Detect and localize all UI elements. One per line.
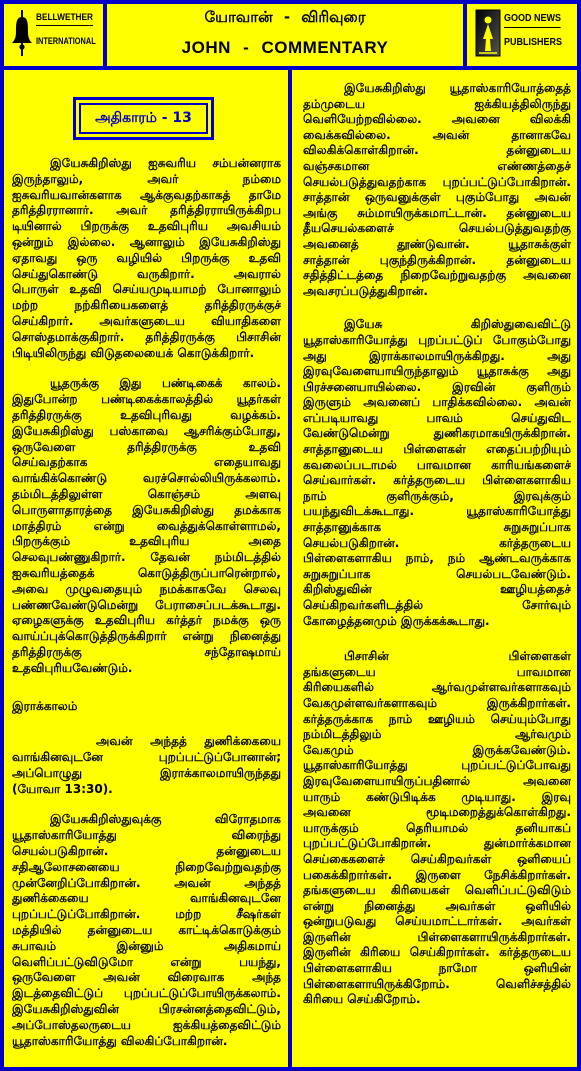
text-line: தங்களுடைய கிரியைகள் வெளிப்பட்டுவிடும் xyxy=(303,883,571,898)
text-line: ஐசுவரியத்தைக் கொடுத்திருப்பாரென்றால், xyxy=(12,565,281,580)
text-line: அவன் அந்தத் துணிக்கையை xyxy=(96,734,281,749)
text-line: வாய்ப்புக்கொடுத்திருக்கிறார் என்று நினைத்து xyxy=(12,629,281,644)
text-line: செயல்படுகிறான். தன்னுடைய xyxy=(12,844,281,859)
paragraph xyxy=(12,376,281,676)
text-line: செயல்படுத்துவதற்காக புறப்பட்டுப்போகிறான். xyxy=(303,174,571,189)
text-line: செய்வதற்காக எதையாவது xyxy=(12,455,281,470)
text-line: பிறருக்கும் உதவிபுரிய அதை xyxy=(12,534,281,549)
text-line: இயேசுகிறிஸ்து யூதாஸ்காரியோத்தைத் xyxy=(344,81,571,95)
paragraph xyxy=(12,812,281,1049)
text-line: தம்முடைய ஐக்கியத்திலிருந்து xyxy=(303,96,571,111)
logo-good-news-text: GOOD NEWS xyxy=(504,13,561,28)
left-column xyxy=(12,70,281,1049)
text-line: யூதருக்கு இது பண்டிகைக் காலம். xyxy=(50,376,281,391)
text-line: செய்கிறார். அவர்களுடைய வியாதிகளை xyxy=(12,313,281,328)
text-line: வேண்டுமென்று துணிகரமாகயிருக்கிறான். xyxy=(303,426,571,441)
text-line: பிள்ளைகளாகிய நாம், நம் ஆண்டவருக்காக xyxy=(303,551,571,566)
text-line: அங்கு சும்மாயிருக்கமாட்டான். தன்னுடைய xyxy=(303,205,571,220)
text-line: இடத்தைவிட்டுப் புறப்பட்டுப்போயிருக்கலாம். xyxy=(12,986,281,1001)
text-line: நாம் குளிருக்கும், இரவுக்கும் xyxy=(303,488,571,503)
text-line: துணிக்கையை வாங்கினவுடனே xyxy=(12,891,281,906)
text-line: கிரியை செய்கிறோம். xyxy=(303,992,421,1007)
text-line: நம்மிடத்திலும் ஆர்வமும் xyxy=(303,727,571,742)
text-line: வெளிப்பட்டுவிடுமோ என்று பயந்து, xyxy=(12,954,281,969)
text-line: இரவுவேளையாயிருப்பதினால் அவனை xyxy=(303,773,571,788)
text-line: மத்தியில் தன்னுடைய காட்டிக்கொடுக்கும் xyxy=(12,923,281,938)
text-line: ஐசுவரியவான்களாக ஆக்குவதற்காகத் தாமே xyxy=(12,187,281,202)
paragraph xyxy=(303,81,571,299)
text-line: சாத்தான் புகுந்திருக்கிறான். தன்னுடைய xyxy=(303,252,571,267)
text-line: டியினால் பிறருக்கு உதவிபுரிய அவசியம் xyxy=(12,219,281,234)
text-line: பகைக்கிறார்கள். இருளை நேசிக்கிறார்கள். xyxy=(303,867,571,882)
text-line: தரித்திரரானார். அவர் தரித்திரராயிருக்கிறப xyxy=(12,203,281,218)
text-line: பிசாசின் பிள்ளைகள் xyxy=(344,649,571,664)
text-line: அப்பொழுது இராக்காலமாயிருந்தது xyxy=(12,765,281,780)
text-line: சாத்தானுடைய பிள்ளைகள் எதைப்பற்றியும் xyxy=(303,442,571,457)
text-line: வாங்கினவுடனே புறப்பட்டுப்போனான்; xyxy=(12,750,281,765)
text-line: கிரியைகளில் ஆர்வமுள்ளவர்களாகவும் xyxy=(303,680,571,695)
header-divider-right xyxy=(463,0,467,70)
text-line: அது இராக்காலமாயிருக்கிறது. அது xyxy=(303,348,571,363)
paragraph xyxy=(303,649,571,1008)
logo-publishers-text: PUBLISHERS xyxy=(504,37,563,48)
text-line: என்று நினைத்து அவர்கள் ஒளியில் xyxy=(303,898,571,913)
text-line: ஏழைகளுக்கு உதவிபுரிய கர்த்தர் நமக்கு ஒரு xyxy=(12,613,281,628)
text-line: இயேசுகிறிஸ்து ஐசுவரிய சம்பன்னராக xyxy=(50,156,281,170)
text-line: யாருக்கும் தெரியாமல் தனியாகப் xyxy=(303,820,571,835)
text-line: இயேசுகிறிஸ்துவுக்கு விரோதமாக xyxy=(50,812,281,827)
text-line: மற்ற நற்கிரியைகளைத் தரித்திரருக்குச் xyxy=(12,298,281,313)
column-divider xyxy=(288,66,292,1071)
text-line: இரவுவேளையாயிருந்தாலும் யூதாசுக்கு அது xyxy=(303,364,571,379)
text-line: பிள்ளைகளாகிய நாமோ ஒளியின் xyxy=(303,961,571,976)
text-line: இருளின் பிள்ளைகளாயிருக்கிறார்கள். xyxy=(303,929,571,944)
text-line: இயேசுகிறிஸ்துவின் பிரசன்னத்தைவிட்டும், xyxy=(12,1002,281,1017)
text-line: செய்வார்கள். கர்த்தருடைய பிள்ளைகளாகிய xyxy=(303,473,571,488)
text-line: அவை முழுவதையும் நமக்காகவே செலவு xyxy=(12,581,281,596)
text-line: பிடியிலிருந்து விடுதலையைக் கொடுக்கிறார். xyxy=(12,345,255,360)
text-line: இயேசுகிறிஸ்து பஸ்காவை ஆசரிக்கும்போது, xyxy=(12,423,281,438)
text-line: ஒன்றும் இல்லை. ஆனாலும் இயேசுகிறிஸ்து xyxy=(12,234,281,249)
bell-icon xyxy=(11,10,33,56)
text-line: தங்களுடைய பாவமான xyxy=(303,664,571,679)
paragraph xyxy=(303,317,571,629)
text-line: யூதாஸ்காரியோத்து புறப்பட்டுப்போவது xyxy=(303,758,571,773)
text-line: சுபாவம் இன்னும் அதிகமாய் xyxy=(12,938,281,953)
text-line: பொருள் உதவி செய்யமுடியாமற் போனாலும் xyxy=(12,282,281,297)
text-line: செயல்படுகிறான். கர்த்தருடைய xyxy=(303,535,571,550)
logo-bellwether-text: BELLWETHER xyxy=(36,12,93,26)
text-line: கோழைத்தனமும் இருக்கக்கூடாது. xyxy=(303,613,490,628)
text-line: முன்னேறிப்போகிறான். அவன் அந்தத் xyxy=(12,875,281,890)
text-line: அவனைத் தூண்டுவான். யூதாசுக்குள் xyxy=(303,236,571,251)
text-line: இதுபோன்ற பண்டிகைக்காலத்தில் யூதர்கள் xyxy=(12,392,281,407)
text-line: இயேசு கிறிஸ்துவைவிட்டு xyxy=(344,317,571,332)
text-line: தரித்திரருக்கு உதவிபுரிவது வழக்கம். xyxy=(12,407,281,422)
text-line: இருளும் அவனைப் பாதிக்கவில்லை. அவன் xyxy=(303,395,571,410)
text-line: தம்மிடத்திலுள்ள கொஞ்சம் அளவு xyxy=(12,486,281,501)
text-line: மாத்திரம் என்று வைத்துக்கொள்ளாமல், xyxy=(12,518,281,533)
text-line: சுறுசுறுப்பாக செயல்படவேண்டும். xyxy=(303,566,571,581)
text-line: அவனை மூடிமறைத்துக்கொள்கிறது. xyxy=(303,805,571,820)
text-line: அப்போஸ்தலருடைய ஐக்கியத்தைவிட்டும் xyxy=(12,1017,281,1032)
text-line: சதிஆலோசனையை நிறைவேற்றுவதற்கு xyxy=(12,859,281,874)
page-title-english: JOHN - COMMENTARY xyxy=(181,38,389,57)
right-column xyxy=(303,70,571,1008)
text-line: சாத்தான் ஒருவனுக்குள் புகும்போது அவன் xyxy=(303,190,571,205)
text-line: பிரச்சனையாயில்லை. இரவின் குளிரும் xyxy=(303,379,571,394)
text-line: யூதாஸ்காரியோத்து விலகிப்போகிறான். xyxy=(12,1033,228,1048)
text-line: விலகிக்கொள்கிறான். தன்னுடைய xyxy=(303,143,571,158)
text-line: வேகமுள்ளவர்களாகவும் இருக்கிறார்கள். xyxy=(303,695,571,710)
text-line: புறப்பட்டுப்போகிறான். துன்மார்க்கமான xyxy=(303,836,571,851)
text-line: யாரும் கண்டுபிடிக்க முடியாது. இரவு xyxy=(303,789,571,804)
text-line: செய்கிறவர்களிடத்தில் சோர்வும் xyxy=(303,598,571,612)
chapter-label: அதிகாரம் - 13 xyxy=(79,103,208,134)
text-line: கவலைப்படாமல் பாவமான காரியங்களைச் xyxy=(303,457,571,472)
section-heading: இராக்காலம் xyxy=(12,698,78,713)
text-line: (யோவா 13:30). xyxy=(12,781,113,796)
text-line: வேகமும் இருக்கவேண்டும். xyxy=(303,742,571,757)
text-line: அவசரப்படுத்துகிறான். xyxy=(303,283,428,298)
page-title-tamil: யோவான் - விரிவுரை xyxy=(204,8,366,26)
text-line: செய்துகொண்டு வருகிறார். அவரால் xyxy=(12,266,281,281)
text-line: உதவிபுரியவேண்டும். xyxy=(12,660,133,675)
text-line: ஒன்றுபடுவது செய்யமாட்டார்கள். அவர்கள் xyxy=(303,914,571,929)
text-line: யூதாஸ்காரியோத்து புறப்பட்டுப் போகும்போது xyxy=(303,332,571,347)
text-line: வெளியேற்றவில்லை. அவனை விலக்கி xyxy=(303,112,571,127)
text-line: பண்ணவேண்டுமென்று பேராசைப்படக்கூடாது. xyxy=(12,597,281,612)
logo-international-text: INTERNATIONAL xyxy=(36,36,96,46)
text-line: சொஸ்தமாக்குகிறார். தரித்திரருக்கு பிசாசின் xyxy=(12,329,281,344)
scripture-quote xyxy=(12,734,281,797)
paragraph xyxy=(12,156,281,361)
text-line: இருந்தாலும், அவர் நம்மை xyxy=(12,171,281,186)
text-line: சதித்திட்டத்தை நிறைவேற்றுவதற்கு அவனை xyxy=(303,268,571,283)
text-line: பயந்துவிடக்கூடாது. யூதாஸ்காரியோத்து xyxy=(303,504,571,519)
text-line: பொருளாதாரத்தை இயேசுகிறிஸ்து தமக்காக xyxy=(12,502,281,517)
text-line: செய்கைகளைச் செய்கிறவர்கள் ஒளியைப் xyxy=(303,851,571,866)
text-line: யூதாஸ்காரியோத்து விரைந்து xyxy=(12,828,281,843)
text-line: கிறிஸ்துவின் ஊழியத்தைச் xyxy=(303,582,571,597)
text-line: தீயசெயல்களைச் செயல்படுத்துவதற்கு xyxy=(303,221,571,236)
text-line: செலவுபண்ணுகிறார். தேவன் நம்மிடத்தில் xyxy=(12,550,281,565)
text-line: புறப்பட்டுப்போகிறான். மற்ற சீஷர்கள் xyxy=(12,907,281,922)
text-line: பிள்ளைகளாயிருக்கிறோம். வெளிச்சத்தில் xyxy=(303,976,571,991)
text-line: வைக்கவில்லை. அவன் தானாகவே xyxy=(303,127,571,142)
text-line: வஞ்சகமான எண்ணத்தைச் xyxy=(303,158,571,173)
chapter-label-box xyxy=(73,97,214,140)
text-line: சாத்தானுக்காக சுறுசுறுப்பாக xyxy=(303,520,571,535)
text-line: ஏதாவது ஒரு வழியில் பிறருக்கு உதவி xyxy=(12,250,281,265)
text-line: இருளின் கிரியை செய்கிறார்கள். கர்த்தருடைய xyxy=(303,945,571,960)
text-line: ஒருவேளை தரித்திரருக்கு உதவி xyxy=(12,439,281,454)
text-line: ஒருவேளை அவன் விரைவாக அந்த xyxy=(12,970,281,985)
text-line: எப்படியாவது பாவம் செய்துவிட xyxy=(303,410,571,425)
publisher-logo-icon xyxy=(475,9,501,57)
text-line: கர்த்தருக்காக நாம் ஊழியம் செய்யும்போது xyxy=(303,711,571,726)
text-line: தரித்திரருக்கு சந்தோஷமாய் xyxy=(12,644,281,659)
text-line: வாங்கிக்கொண்டு வரச்சொல்லியிருக்கலாம். xyxy=(12,471,281,486)
